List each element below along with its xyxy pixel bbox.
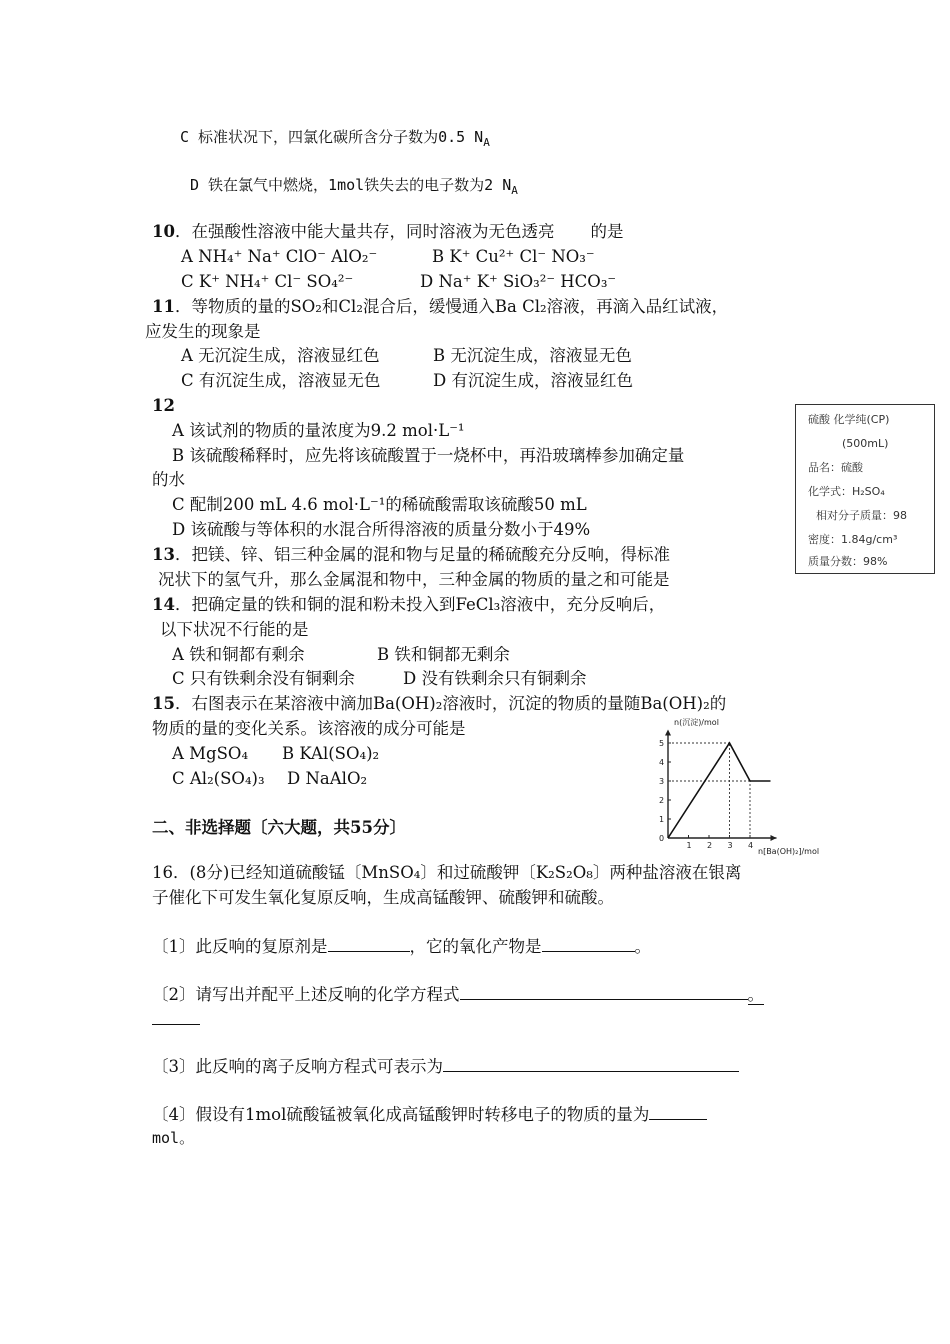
chart-y-tick-label: 1 <box>659 815 665 824</box>
q11-option-a: A 无沉淀生成，溶液显红色 <box>181 346 380 365</box>
q12-option-b-cont: 的水 <box>152 470 185 489</box>
q12-option-d: D 该硫酸与等体积的水混合所得溶液的质量分数小于49% <box>172 520 591 539</box>
q11-stem: 11．等物质的量的SO₂和Cl₂混合后，缓慢通入Ba Cl₂溶液，再滴入品红试液， <box>152 297 729 316</box>
answer-blank[interactable] <box>328 935 410 952</box>
q15-option-b: B KAl(SO₄)₂ <box>282 744 380 763</box>
q10-option-b: B K⁺ Cu²⁺ Cl⁻ NO₃⁻ <box>432 247 595 266</box>
q14-stem-2: 以下状况不行能的是 <box>160 620 309 639</box>
q14-stem: 14．把确定量的铁和铜的混和粉未投入到FeCl₃溶液中，充分反响后， <box>152 595 666 614</box>
q10-stem: 10．在强酸性溶液中能大量共存，同时溶液为无色透亮 的是 <box>152 222 624 241</box>
chart-x-tick-label: 2 <box>707 841 713 850</box>
chart-x-arrow <box>771 835 777 841</box>
chart-x-tick-label: 1 <box>686 841 692 850</box>
q11-option-c: C 有沉淀生成，溶液显无色 <box>181 371 381 390</box>
chart-y-tick-label: 2 <box>659 796 665 805</box>
q13-stem-2: 况状下的氢气升，那么金属混和物中，三种金属的物质的量之和可能是 <box>158 570 670 589</box>
answer-blank-continued[interactable] <box>152 1024 200 1025</box>
chart-series-line <box>668 743 771 838</box>
q11-option-d: D 有沉淀生成，溶液显红色 <box>433 371 633 390</box>
q12-option-c: C 配制200 mL 4.6 mol·L⁻¹的稀硫酸需取该硫酸50 mL <box>172 495 587 514</box>
reagent-label <box>795 404 935 574</box>
q16-stem: 16．(8分)已经知道硫酸锰〔MnSO₄〕和过硫酸钾〔K₂S₂O₈〕两种盐溶液在银离 <box>152 863 742 882</box>
q16-part-2: 〔2〕请写出并配平上述反响的化学方程式 。 <box>152 985 764 1004</box>
chart-x-tick-label: 3 <box>727 841 733 850</box>
q16-part-4: 〔4〕假设有1mol硫酸锰被氧化成高锰酸钾时转移电子的物质的量为 <box>152 1103 707 1126</box>
answer-blank[interactable] <box>443 1055 739 1072</box>
q9-option-c: C 标准状况下，四氯化碳所含分子数为0.5 $N_A$ <box>180 128 490 149</box>
precipitate-chart <box>640 712 850 857</box>
q15-option-a: A MgSO₄ <box>172 744 249 763</box>
q11-option-b: B 无沉淀生成，溶液显无色 <box>433 346 632 365</box>
q16-part-1: 〔1〕此反响的复原剂是 ，它的氧化产物是 。 <box>152 937 651 956</box>
chart-y-tick-label: 0 <box>659 834 665 843</box>
q15-option-c: C Al₂(SO₄)₃ <box>172 769 265 788</box>
q15-stem-2: 物质的量的变化关系。该溶液的成分可能是 <box>152 719 466 738</box>
q12-option-a: A 该试剂的物质的量浓度为9.2 mol·L⁻¹ <box>172 421 465 440</box>
q16-part-3: 〔3〕此反响的离子反响方程式可表示为 <box>152 1055 739 1078</box>
q10-option-d: D Na⁺ K⁺ SiO₃²⁻ HCO₃⁻ <box>420 272 617 291</box>
section-title: 二、非选择题〔六大题，共55分〕 <box>152 818 406 837</box>
q12-option-b: B 该硫酸稀释时，应先将该硫酸置于一烧杯中，再沿玻璃棒参加确定量 <box>172 446 685 465</box>
q15-option-d: D NaAlO₂ <box>287 769 368 788</box>
answer-blank[interactable] <box>460 983 748 1000</box>
reagent-label-line: 相对分子质量：98 <box>816 509 907 522</box>
q16-part-4-unit: mol。 <box>152 1129 195 1147</box>
q9-option-d: D 铁在氯气中燃烧，1mol铁失去的电子数为2 $N_A$ <box>190 176 518 197</box>
reagent-label-line: 化学式：H₂SO₄ <box>808 485 885 498</box>
q14-option-a: A 铁和铜都有剩余 <box>172 645 305 664</box>
q15-stem: 15．右图表示在某溶液中滴加Ba(OH)₂溶液时，沉淀的物质的量随Ba(OH)₂的 <box>152 694 727 713</box>
reagent-label-line: 品名：硫酸 <box>808 461 863 474</box>
chart-y-tick-label: 3 <box>659 777 665 786</box>
chart-y-tick-label: 4 <box>659 758 665 767</box>
q14-option-d: D 没有铁剩余只有铜剩余 <box>403 669 587 688</box>
q12-number: 12 <box>152 396 175 415</box>
q13-stem: 13．把镁、锌、铝三种金属的混和物与足量的稀硫酸充分反响，得标准 <box>152 545 670 564</box>
q10-option-a: A NH₄⁺ Na⁺ ClO⁻ AlO₂⁻ <box>181 247 378 266</box>
reagent-label-line: 硫酸 化学纯(CP) <box>808 413 890 426</box>
chart-y-tick-label: 5 <box>659 739 665 748</box>
q14-option-c: C 只有铁剩余没有铜剩余 <box>172 669 355 688</box>
q11-stem-2: 应发生的现象是 <box>145 322 261 341</box>
answer-blank[interactable] <box>542 935 635 952</box>
answer-blank[interactable] <box>649 1103 707 1120</box>
reagent-label-line: 密度：1.84g/cm³ <box>808 533 898 546</box>
q10-option-c: C K⁺ NH₄⁺ Cl⁻ SO₄²⁻ <box>181 272 354 291</box>
reagent-label-line: (500mL) <box>842 437 889 450</box>
reagent-label-line: 质量分数：98% <box>808 555 888 568</box>
chart-x-axis-label: n[Ba(OH)₂]/mol <box>758 847 820 856</box>
chart-y-axis-label: n(沉淀)/mol <box>674 718 719 727</box>
chart-y-arrow <box>665 730 671 736</box>
chart-x-tick-label: 4 <box>748 841 754 850</box>
q16-stem-2: 子催化下可发生氧化复原反响，生成高锰酸钾、硫酸钾和硫酸。 <box>152 888 614 907</box>
q14-option-b: B 铁和铜都无剩余 <box>377 645 510 664</box>
